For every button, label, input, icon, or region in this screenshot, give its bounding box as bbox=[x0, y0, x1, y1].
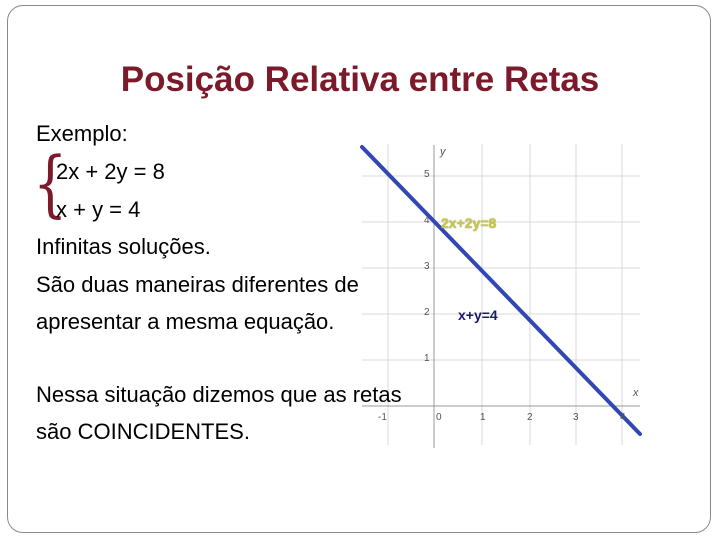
text-coincident: são COINCIDENTES. bbox=[36, 419, 250, 444]
system-brace-icon: { bbox=[33, 141, 68, 225]
x-tick: 1 bbox=[480, 412, 486, 423]
y-tick: 1 bbox=[424, 353, 430, 364]
y-tick: 3 bbox=[424, 261, 430, 272]
y-tick: 4 bbox=[424, 215, 430, 226]
y-tick: 5 bbox=[424, 169, 430, 180]
text-situation: Nessa situação dizemos que as retas bbox=[36, 382, 402, 407]
text-same-equation: apresentar a mesma equação. bbox=[36, 309, 335, 334]
y-tick: 2 bbox=[424, 307, 430, 318]
y-axis-label: y bbox=[440, 146, 446, 158]
example-label: Exemplo: bbox=[36, 121, 128, 146]
equation-2: x + y = 4 bbox=[56, 197, 141, 222]
line-label-xy4: x+y=4 bbox=[458, 307, 498, 323]
slide-title: Posição Relativa entre Retas bbox=[120, 60, 600, 99]
x-axis-label: x bbox=[633, 387, 639, 399]
coincident-line bbox=[362, 147, 640, 434]
text-infinite-solutions: Infinitas soluções. bbox=[36, 234, 211, 259]
equation-1: 2x + 2y = 8 bbox=[56, 159, 165, 184]
x-tick: 2 bbox=[527, 412, 533, 423]
x-tick: -1 bbox=[378, 412, 387, 423]
x-tick: 3 bbox=[573, 412, 579, 423]
x-tick: 4 bbox=[620, 412, 626, 423]
line-label-2x2y8: 2x+2y=8 bbox=[441, 215, 497, 231]
x-tick: 0 bbox=[436, 412, 442, 423]
text-two-ways: São duas maneiras diferentes de bbox=[36, 272, 359, 297]
